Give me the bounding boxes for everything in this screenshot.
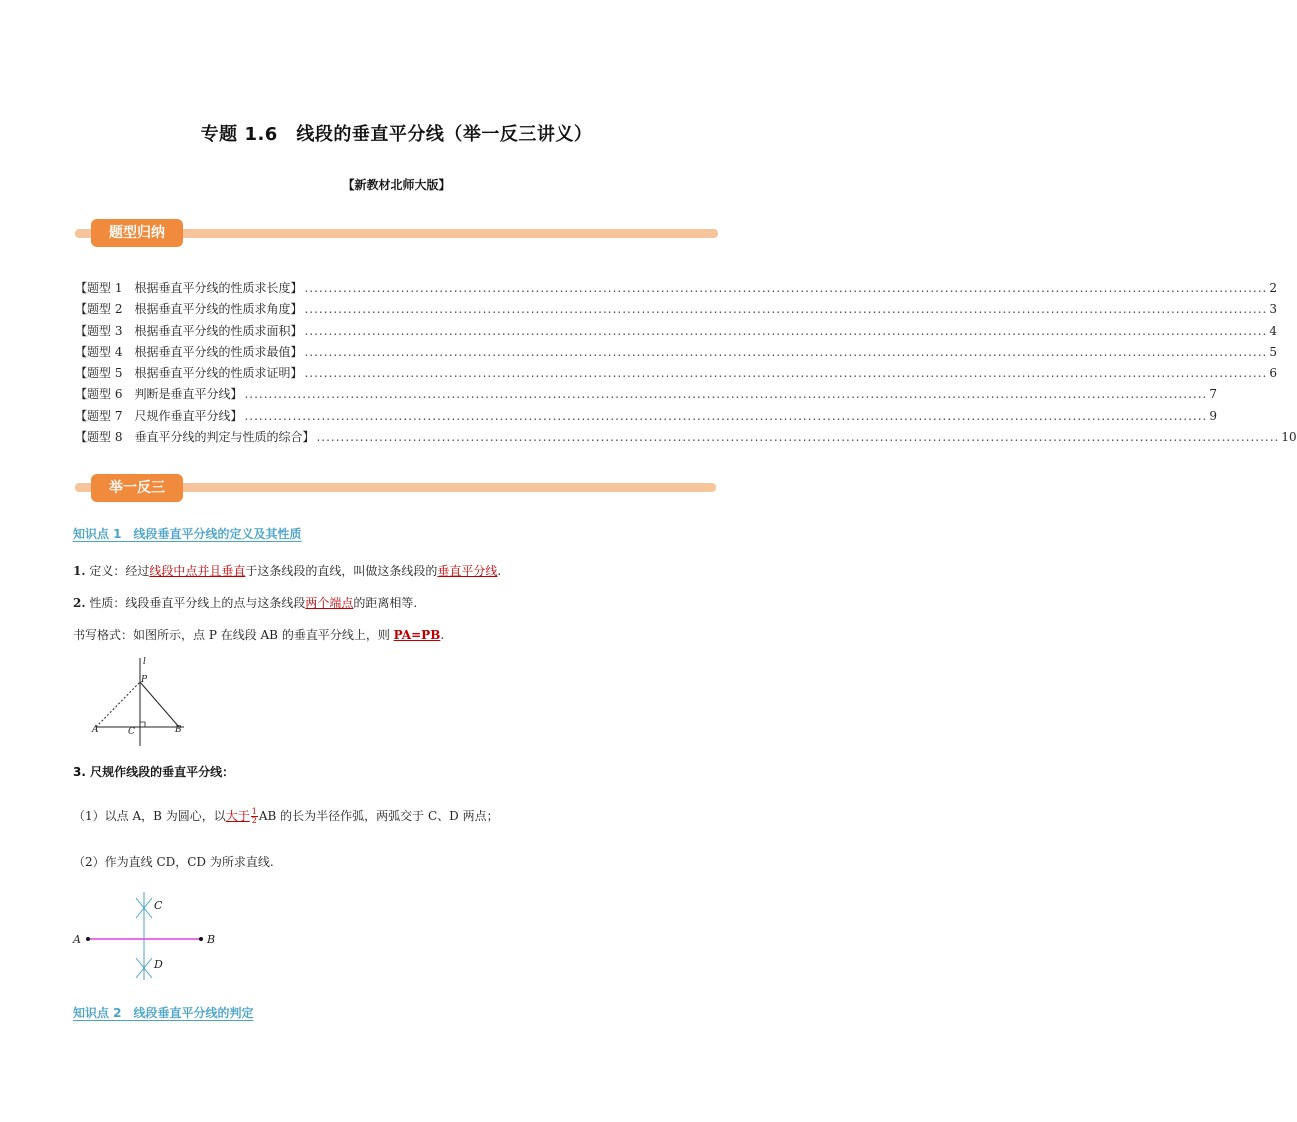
fig1-label-l: l (143, 657, 146, 667)
toc-leader-dots: ........................................................................................................................................................................................................ (304, 344, 1268, 359)
table-of-contents (75, 279, 1297, 449)
toc-entry-label: 【题型 2 根据垂直平分线的性质求角度】 (75, 302, 303, 317)
toc-row[interactable] (75, 300, 1277, 321)
format-period: . (440, 628, 445, 642)
toc-entry-label: 【题型 3 根据垂直平分线的性质求面积】 (75, 323, 303, 338)
figure-construction (68, 890, 228, 982)
property-text: 性质：线段垂直平分线上的点与这条线段 (89, 596, 306, 610)
toc-row[interactable] (75, 322, 1277, 343)
toc-page-number: 2 (1269, 281, 1277, 295)
toc-leader-dots: ........................................................................................................................................................................................................ (304, 323, 1268, 338)
definition-highlight-bisector: 垂直平分线 (437, 564, 498, 578)
property-paragraph (73, 594, 417, 611)
toc-entry-label: 【题型 1 根据垂直平分线的性质求长度】 (75, 281, 303, 295)
knowledge-point-1-title: 知识点 1 线段垂直平分线的定义及其性质 (73, 527, 302, 541)
definition-highlight-midpoint: 线段中点并且垂直 (149, 564, 246, 578)
toc-page-number: 7 (1209, 387, 1217, 402)
toc-entry-label: 【题型 8 垂直平分线的判定与性质的综合】 (75, 430, 315, 445)
definition-text-2: 于这条线段的直线，叫做这条线段的 (245, 564, 438, 578)
step1-text-2: AB 的长为半径作弧，两弧交于 C、D 两点； (258, 809, 499, 823)
definition-paragraph (73, 562, 501, 579)
section-tab-practice: 举一反三 (91, 474, 183, 502)
property-number: 2. (73, 596, 86, 610)
fig2-label-b: B (207, 933, 216, 946)
toc-row[interactable] (75, 407, 1217, 428)
toc-entry-label: 【题型 4 根据垂直平分线的性质求最值】 (75, 344, 303, 359)
fig1-segment-pb (140, 682, 179, 727)
fig1-label-b: B (175, 725, 182, 735)
step1-highlight (226, 809, 259, 823)
toc-page-number: 5 (1269, 344, 1277, 359)
fig1-label-c: C (128, 727, 135, 737)
fig2-label-d: D (154, 958, 163, 971)
toc-page-number: 6 (1269, 366, 1277, 381)
toc-row[interactable] (75, 279, 1277, 300)
format-text: 书写格式：如图所示，点 P 在线段 AB 的垂直平分线上，则 (73, 628, 390, 642)
toc-row[interactable] (75, 428, 1297, 449)
step1-text: （1）以点 A，B 为圆心，以 (73, 809, 226, 823)
toc-row[interactable] (75, 364, 1277, 385)
format-highlight-equation: PA=PB (393, 628, 441, 642)
format-paragraph (73, 626, 444, 643)
toc-leader-dots: ........................................................................................................................................................................................................ (244, 408, 1208, 423)
page-subtitle: 【新教材北师大版】 (342, 178, 451, 192)
toc-page-number: 9 (1209, 408, 1217, 423)
toc-leader-dots: ........................................................................................................................................................................................................ (304, 366, 1268, 381)
section-tab-summary: 题型归纳 (91, 219, 183, 247)
fig2-label-c: C (154, 899, 163, 912)
definition-period: . (497, 564, 502, 578)
toc-leader-dots: ........................................................................................................................................................................................................ (316, 430, 1280, 445)
toc-leader-dots: ........................................................................................................................................................................................................ (304, 302, 1268, 317)
fig2-point-a (86, 937, 90, 941)
toc-page-number: 4 (1269, 323, 1277, 338)
fig2-point-b (199, 937, 203, 941)
fig2-label-a: A (73, 933, 81, 946)
figure-perpendicular-bisector (88, 652, 188, 747)
toc-leader-dots: ........................................................................................................................................................................................................ (244, 387, 1208, 402)
fig1-segment-pa (96, 682, 140, 727)
toc-entry-label: 【题型 5 根据垂直平分线的性质求证明】 (75, 366, 303, 381)
definition-number: 1. (73, 564, 86, 578)
fraction-numerator: 1 (251, 807, 257, 816)
construction-step-1 (73, 807, 499, 825)
property-highlight-endpoints: 两个端点 (305, 596, 354, 610)
fraction-denominator: 2 (251, 816, 257, 825)
definition-text: 定义：经过 (89, 564, 150, 578)
toc-entry-label: 【题型 7 尺规作垂直平分线】 (75, 408, 243, 423)
toc-leader-dots: ........................................................................................................................................................................................................ (304, 281, 1268, 295)
knowledge-point-2-title: 知识点 2 线段垂直平分线的判定 (73, 1006, 254, 1020)
fig1-label-p: P (141, 675, 148, 685)
construction-step-2: （2）作为直线 CD，CD 为所求直线. (73, 855, 274, 869)
fig1-label-a: A (92, 725, 99, 735)
fig1-right-angle (140, 722, 145, 727)
toc-entry-label: 【题型 6 判断是垂直平分线】 (75, 387, 243, 402)
toc-row[interactable] (75, 343, 1277, 364)
construction-heading: 3. 尺规作线段的垂直平分线： (73, 765, 235, 779)
toc-page-number: 10 (1281, 430, 1297, 445)
step1-highlight-text: 大于 (225, 809, 250, 823)
page-title: 专题 1.6 线段的垂直平分线（举一反三讲义） (200, 124, 593, 145)
fraction-half (251, 808, 258, 825)
property-text-2: 的距离相等. (353, 596, 418, 610)
toc-row[interactable] (75, 385, 1217, 406)
toc-page-number: 3 (1269, 302, 1277, 317)
